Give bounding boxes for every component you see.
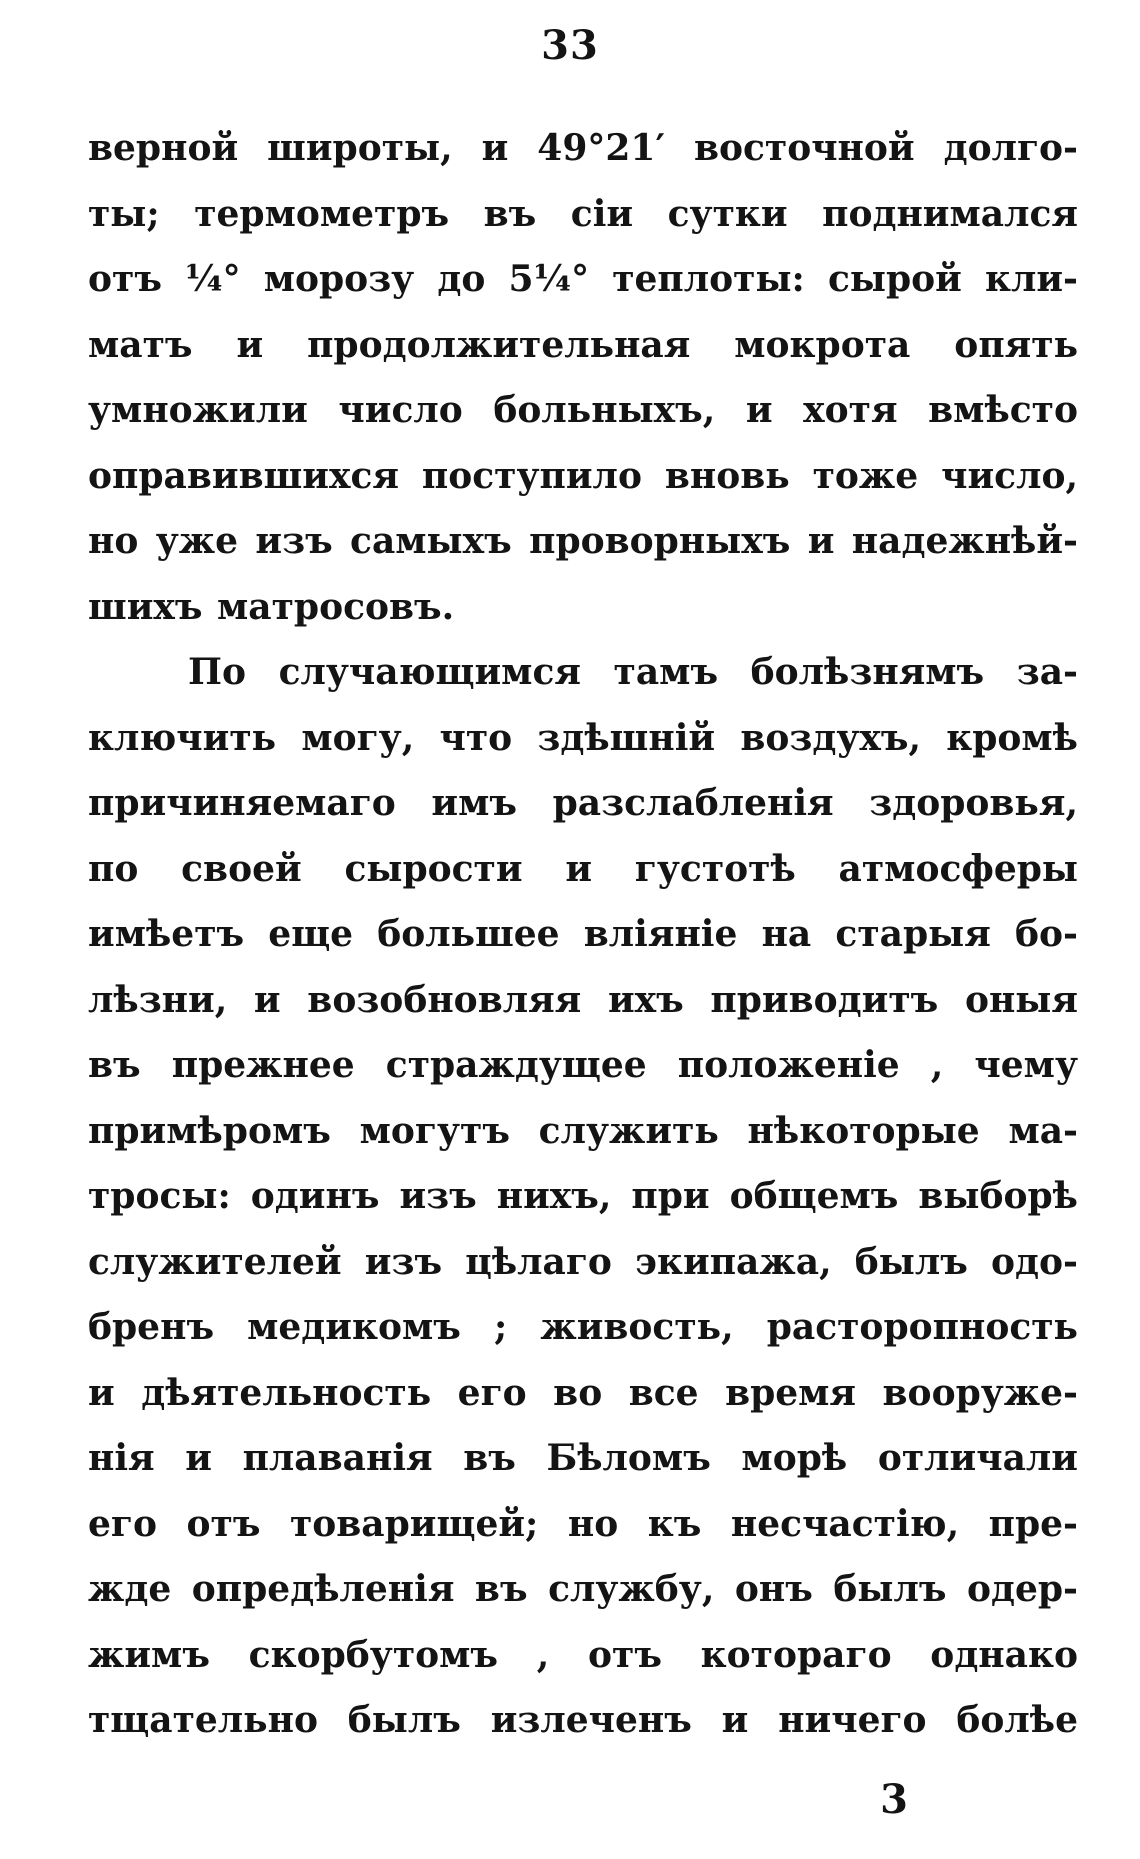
text-line: въ прежнее страждущее положеніе , чему: [88, 1044, 1078, 1086]
text-line: причиняемаго имъ разслабленія здоровья,: [88, 782, 1078, 824]
text-line: примѣромъ могутъ служить нѣкоторые ма-: [88, 1109, 1078, 1152]
text-line: ты; термометръ въ сіи сутки поднимался: [88, 192, 1078, 235]
signature-mark: 3: [880, 1776, 908, 1823]
text-line: тросы: одинъ изъ нихъ, при общемъ выборѣ: [88, 1175, 1078, 1217]
text-line: отъ ¼° морозу до 5¼° теплоты: сырой кли-: [88, 258, 1078, 300]
text-line: шихъ матросовъ.: [88, 585, 455, 628]
page-number: 33: [541, 22, 599, 69]
text-line: имѣетъ еще большее вліяніе на старыя бо-: [88, 913, 1078, 955]
text-line: верной широты, и 49°21′ восточной долго-: [88, 127, 1078, 169]
text-line: лѣзни, и возобновляя ихъ приводитъ оныя: [88, 978, 1078, 1021]
text-line: нія и плаванія въ Бѣломъ морѣ отличали: [88, 1437, 1078, 1479]
text-line: тщательно былъ излеченъ и ничего болѣе: [88, 1699, 1078, 1741]
paragraph: [88, 640, 1078, 1754]
text-line: но уже изъ самыхъ проворныхъ и надежнѣй-: [88, 520, 1078, 562]
text-line: и дѣятельность его во все время вооруже-: [88, 1371, 1078, 1414]
paragraph: [88, 116, 1078, 640]
text-line: жде опредѣленія въ службу, онъ былъ одер-: [88, 1568, 1078, 1610]
body-text: [88, 116, 1078, 1754]
text-line: матъ и продолжительная мокрота опять: [88, 323, 1078, 366]
text-line: умножили число больныхъ, и хотя вмѣсто: [88, 389, 1078, 431]
text-line: бренъ медикомъ ; живость, расторопность: [88, 1306, 1078, 1348]
text-line: оправившихся поступило вновь тоже число,: [88, 454, 1078, 497]
text-line: его отъ товарищей; но къ несчастію, пре-: [88, 1502, 1078, 1545]
text-line: По случающимся тамъ болѣзнямъ за-: [188, 651, 1078, 693]
text-line: по своей сырости и густотѣ атмосферы: [88, 847, 1078, 890]
text-line: ключить могу, что здѣшній воздухъ, кромѣ: [88, 716, 1078, 759]
text-line: жимъ скорбутомъ , отъ котораго однако: [88, 1633, 1078, 1676]
text-line: служителей изъ цѣлаго экипажа, былъ одо-: [88, 1240, 1078, 1283]
